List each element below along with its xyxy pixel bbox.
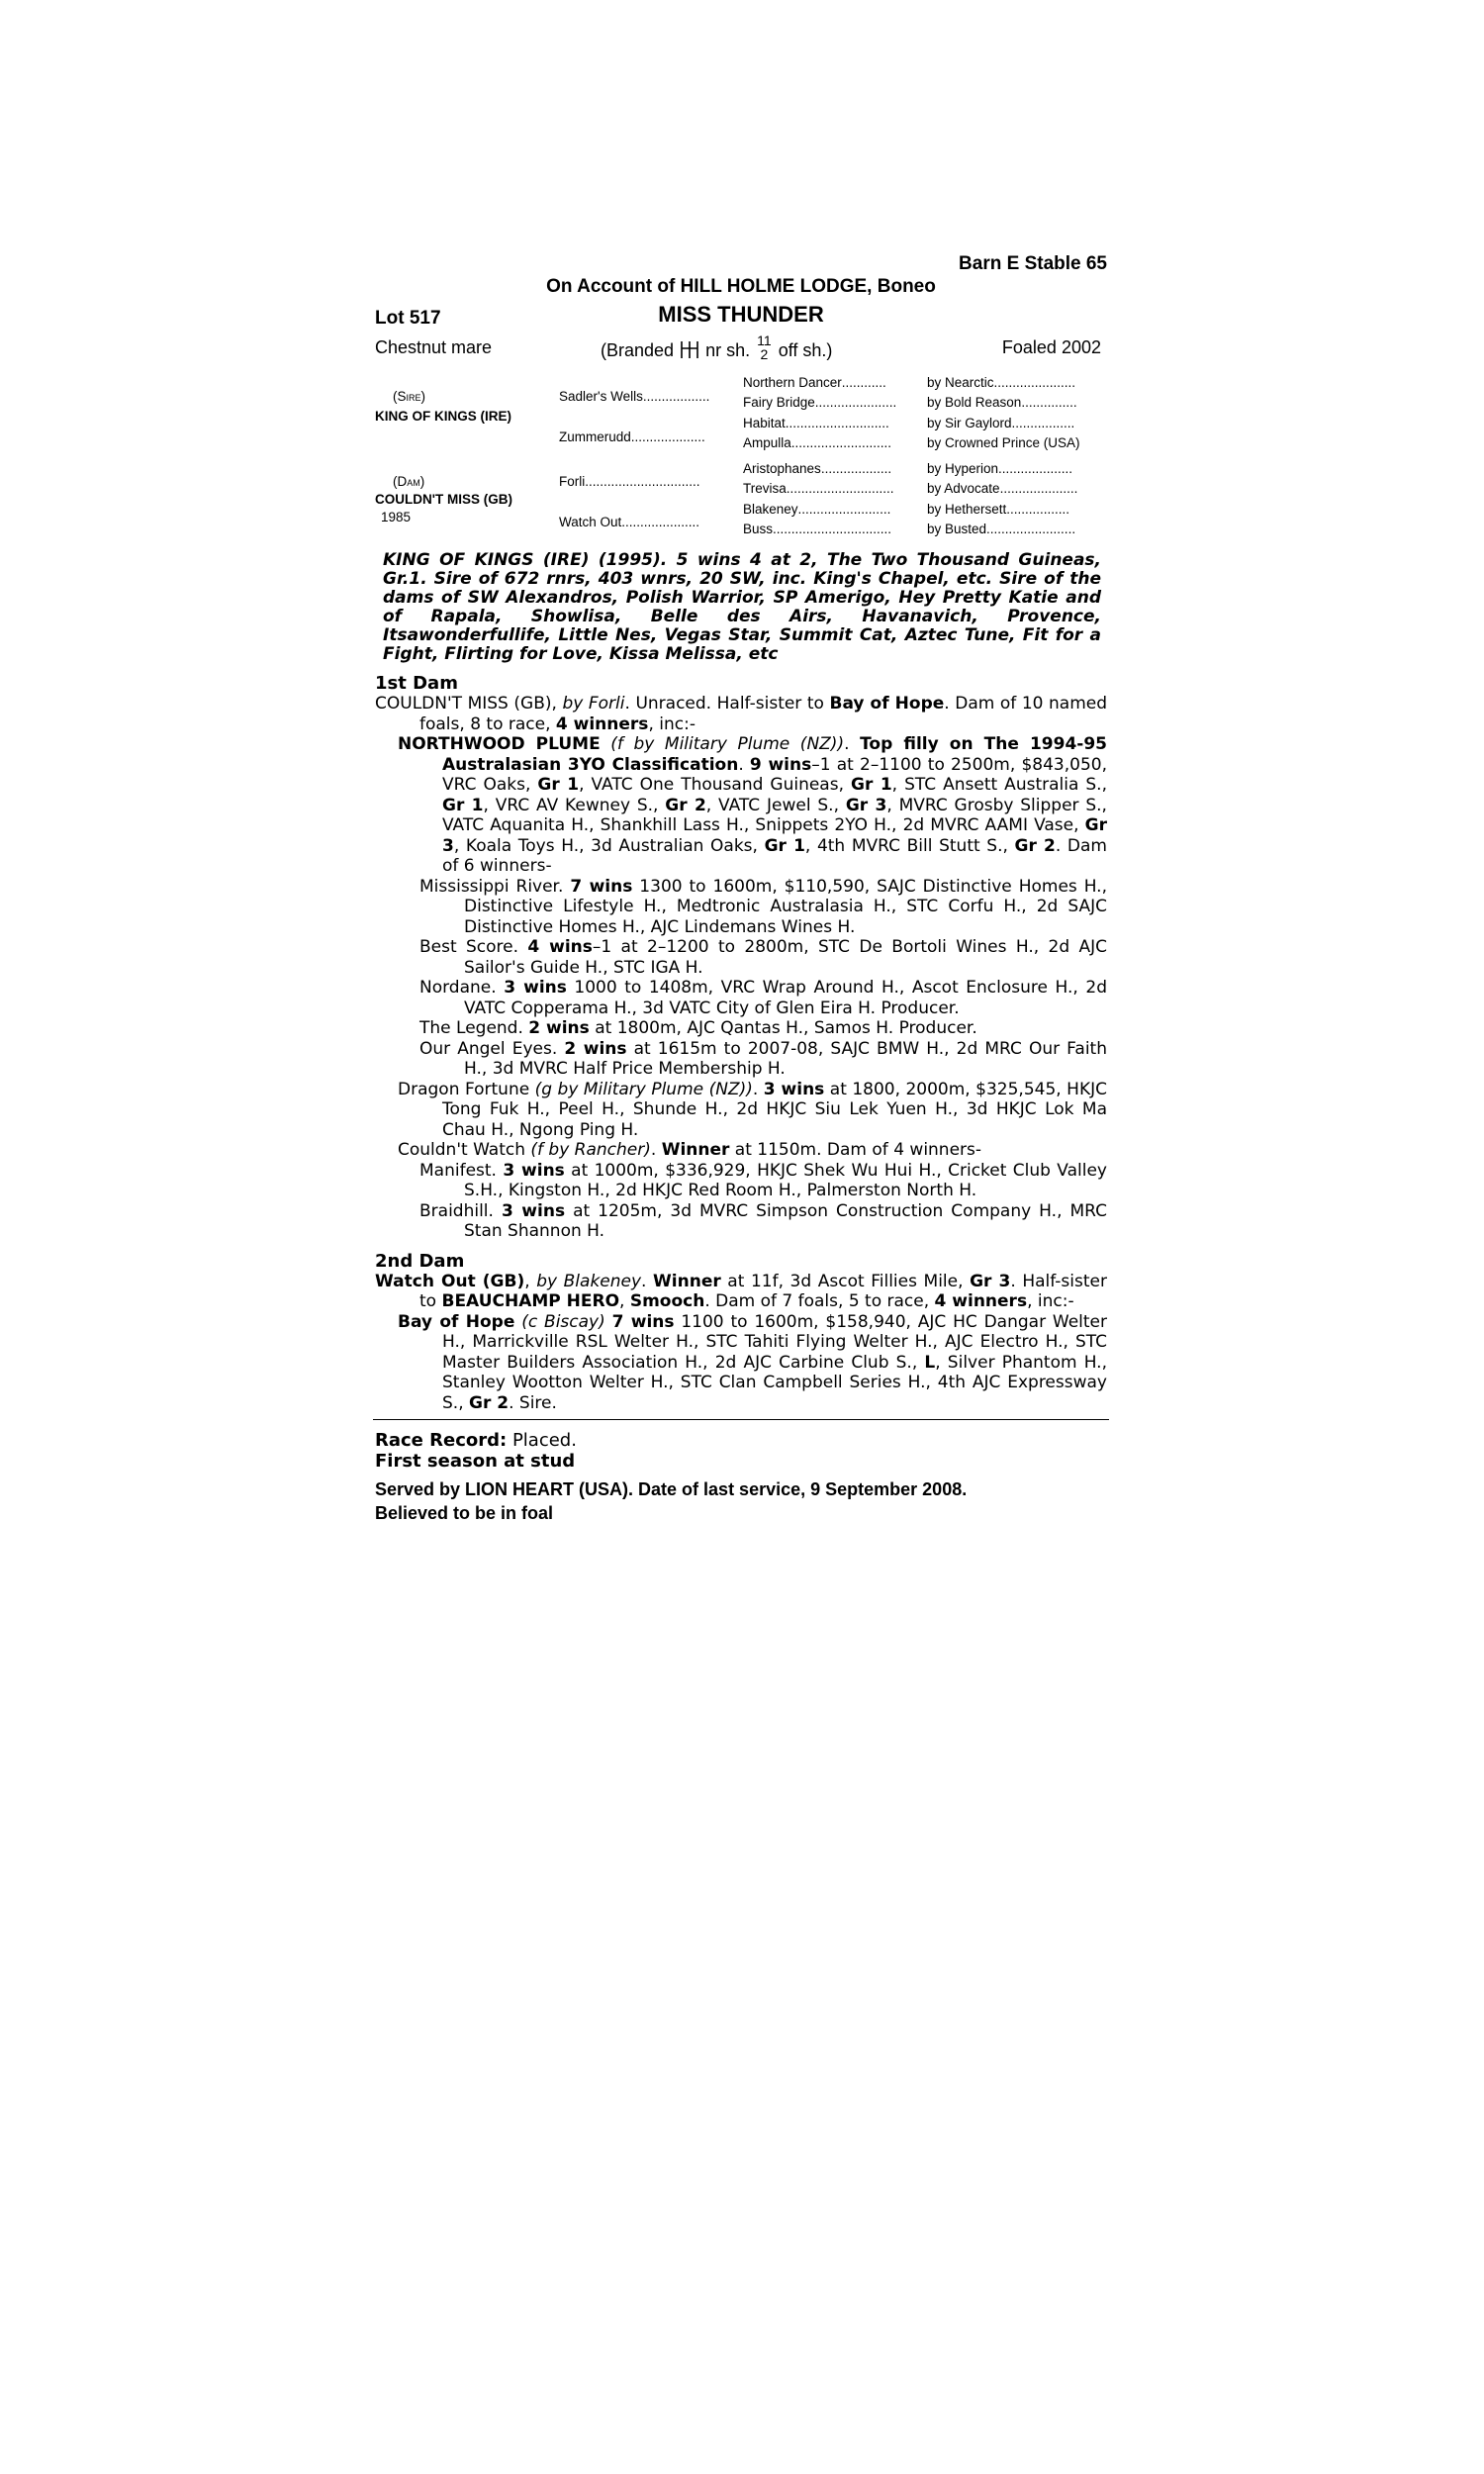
leader-dots: .............................	[786, 481, 894, 496]
pedigree-g3-6	[743, 502, 890, 517]
leader-dots: ....................	[998, 461, 1073, 476]
bold-text: NORTHWOOD PLUME	[398, 734, 601, 754]
leader-dots: ......................	[993, 375, 1076, 390]
vendor-account: On Account of HILL HOLME LODGE, Boneo	[546, 276, 936, 297]
text: at 11f, 3d Ascot Fillies Mile,	[720, 1271, 971, 1291]
pedigree-g3-name: Ampulla	[743, 435, 791, 450]
divider	[373, 1419, 1109, 1420]
pedigree-g4-4	[927, 461, 1072, 476]
text: at 1800, 2000m, $325,545, HKJC Tong Fuk H., Peel H., Shunde H., 2d HKJC Siu Lek Yuen H., 3d HKJC Lok Ma Chau H., Ngong Ping H.	[442, 1079, 1107, 1140]
text	[605, 1312, 612, 1332]
pedigree-g3-1	[743, 395, 896, 410]
text: Mississippi River.	[419, 876, 571, 897]
leader-dots: ....................	[630, 429, 705, 444]
italic-text: (f by Military Plume (NZ))	[610, 734, 845, 754]
text: , inc:-	[648, 714, 696, 734]
text: . Unraced. Half-sister to	[624, 694, 830, 714]
text: at 1615m to 2007-08, SAJC BMW H., 2d MRC Our Faith H., 3d MVRC Half Price Membership H.	[464, 1038, 1107, 1079]
bold-text: 3 wins	[501, 1200, 566, 1221]
brand-info	[601, 333, 833, 365]
pedigree-g4-name: by Bold Reason	[927, 395, 1022, 410]
pedigree-g4-2	[927, 416, 1074, 430]
branded-post: off sh.)	[778, 339, 833, 360]
pedigree-g3-name: Fairy Bridge	[743, 395, 815, 410]
text: COULDN'T MISS (GB),	[375, 694, 563, 714]
italic-text: (f by Rancher)	[530, 1140, 651, 1160]
text: , MVRC Grosby Slipper S., VATC Aquanita H., Shankhill Lass H., Snippets 2YO H., 2d MVRC AAMI Vase,	[442, 795, 1107, 835]
bold-text: BEAUCHAMP HERO	[441, 1291, 620, 1311]
produce-record	[375, 1140, 1107, 1161]
pedigree-g4-1	[927, 395, 1077, 410]
produce-record	[375, 734, 1107, 877]
text: , 4th MVRC Bill Stutt S.,	[804, 835, 1015, 856]
pedigree-g4-5	[927, 481, 1077, 496]
text: 1100 to 1600m, $158,940, AJC HC Dangar Welter H., Marrickville RSL Welter H., STC Tahiti Flying Welter H., AJC Electro H., STC Master Builders Association H., 2d AJC Carbine Club S.,	[442, 1311, 1108, 1373]
pedigree-g4-name: by Crowned Prince (USA)	[927, 435, 1080, 450]
believed-in-foal: Believed to be in foal	[375, 1503, 554, 1523]
brand-fraction	[757, 333, 772, 361]
text: 1000 to 1408m, VRC Wrap Around H., Ascot Enclosure H., 2d VATC Copperama H., 3d VATC City of Glen Eira H. Producer.	[464, 978, 1107, 1018]
leader-dots: .....................	[999, 481, 1078, 496]
text: . Dam of 7 foals, 5 to race,	[704, 1291, 935, 1311]
first-season: First season at stud	[375, 1451, 576, 1472]
text: Nordane.	[419, 978, 505, 998]
bold-text: 2 wins	[564, 1038, 627, 1059]
bold-text: Gr 3	[970, 1271, 1011, 1291]
text: Best Score.	[419, 937, 528, 957]
pedigree-g3-name: Aristophanes	[743, 461, 821, 476]
produce-record	[375, 694, 1107, 734]
pedigree-g3-name: Blakeney	[743, 502, 798, 517]
produce-record	[375, 1039, 1107, 1080]
text: at 1000m, $336,929, HKJC Shek Wu Hui H., Cricket Club Valley S.H., Kingston H., 2d HKJC Red Room H., Palmerston North H.	[464, 1160, 1107, 1200]
pedigree-g3-4	[743, 461, 891, 476]
text: –1 at 2–1100 to 2500m, $843,050, VRC Oaks,	[442, 754, 1107, 795]
text: . Dam of 10 named foals, 8 to race,	[419, 694, 1108, 734]
bold-text: Gr 1	[850, 775, 892, 795]
sire-label: (Sire)	[393, 389, 425, 404]
pedigree-g2-dam-sire	[559, 474, 700, 489]
bold-text: Gr 3	[442, 815, 1107, 856]
bold-text: 4 wins	[527, 937, 593, 957]
text: .	[641, 1271, 654, 1291]
pedigree-g3-3	[743, 435, 891, 450]
text: Our Angel Eyes.	[419, 1038, 565, 1059]
dam-year: 1985	[381, 510, 412, 524]
race-record-label: Race Record:	[375, 1430, 508, 1451]
bold-text: Bay of Hope	[829, 694, 945, 714]
description-row	[375, 332, 1107, 367]
leader-dots: .....................	[621, 515, 700, 529]
bold-text: 3 wins	[503, 1160, 565, 1181]
leader-dots: ............	[841, 375, 886, 390]
lot-number: Lot 517	[375, 308, 441, 329]
brand-mark-icon	[679, 339, 700, 359]
sex-colour: Chestnut mare	[375, 337, 493, 357]
produce-record	[375, 978, 1107, 1018]
bold-text: Gr 2	[1014, 835, 1056, 856]
pedigree-g2-name: Zummerudd	[559, 429, 631, 444]
pedigree-g2-dam-dam	[559, 515, 699, 529]
text: .	[844, 734, 861, 754]
catalogue-page	[375, 253, 1107, 1525]
leader-dots: ............................	[785, 416, 889, 430]
text: ,	[524, 1271, 537, 1291]
pedigree-g2-sire-sire	[559, 389, 709, 404]
bold-text: 3 wins	[763, 1079, 825, 1099]
lot-row	[375, 302, 1107, 332]
pedigree-g4-name: by Advocate	[927, 481, 1000, 496]
produce-record	[375, 1201, 1107, 1242]
barn-stable: Barn E Stable 65	[959, 253, 1107, 274]
pedigree-g4-0	[927, 375, 1075, 390]
pedigree-g4-name: by Nearctic	[927, 375, 994, 390]
text: , Koala Toys H., 3d Australian Oaks,	[453, 835, 765, 856]
bold-text: 7 wins	[570, 876, 633, 897]
bold-text: Winner	[661, 1140, 730, 1160]
dam-label: (Dam)	[393, 474, 425, 489]
bold-text: Gr 2	[469, 1392, 510, 1413]
bold-text: Bay of Hope	[398, 1311, 515, 1332]
bold-text: Gr 2	[665, 795, 706, 815]
text: –1 at 2–1200 to 2800m, STC De Bortoli Wines H., 2d AJC Sailor's Guide H., STC IGA H.	[464, 937, 1107, 978]
foaled-year: Foaled 2002	[1001, 337, 1101, 357]
italic-text: by Blakeney	[536, 1271, 642, 1291]
pedigree-g3-name: Buss	[743, 522, 774, 536]
bold-text: Gr 3	[845, 795, 887, 815]
text: at 1205m, 3d MVRC Simpson Construction Company H., MRC Stan Shannon H.	[464, 1200, 1107, 1241]
text: . Dam of 6 winners-	[442, 835, 1107, 876]
pedigree-g4-6	[927, 502, 1069, 517]
leader-dots: ................................	[773, 522, 892, 536]
text: at 1150m. Dam of 4 winners-	[729, 1140, 982, 1160]
bold-text: Top filly on The 1994-95 Australasian 3YO Classification	[442, 734, 1107, 775]
text: Braidhill.	[419, 1200, 502, 1221]
branded-pre: (Branded	[601, 339, 675, 360]
dam-name: COULDN'T MISS (GB)	[375, 492, 512, 507]
leader-dots: .................	[1011, 416, 1075, 430]
leader-dots: ...........................	[790, 435, 892, 450]
horse-name: MISS THUNDER	[658, 302, 824, 327]
pedigree-g3-name: Northern Dancer	[743, 375, 842, 390]
leader-dots: ...............................	[585, 474, 700, 489]
text: , Silver Phantom H., Stanley Wootton Welter H., STC Clan Campbell Series H., 4th AJC Expressway S.,	[442, 1352, 1107, 1413]
pedigree-g2-name: Watch Out	[559, 515, 622, 529]
pedigree-g2-name: Forli	[559, 474, 586, 489]
second-dam-title: 2nd Dam	[375, 1250, 465, 1272]
pedigree-g3-name: Trevisa	[743, 481, 787, 496]
brand-numerator: 11	[757, 333, 772, 348]
served-by: Served by LION HEART (USA). Date of last service, 9 September 2008.	[375, 1479, 968, 1499]
text: , VRC AV Kewney S.,	[483, 795, 666, 815]
text: .	[738, 754, 750, 775]
bold-text: 7 wins	[611, 1311, 675, 1332]
produce-record	[375, 1312, 1107, 1414]
bold-text: 2 wins	[528, 1018, 590, 1038]
text: ,	[619, 1291, 630, 1311]
bold-text: L	[924, 1352, 936, 1373]
leader-dots: ...............	[1021, 395, 1077, 410]
text: , VATC One Thousand Guineas,	[579, 775, 851, 795]
leader-dots: ......................	[814, 395, 897, 410]
text: . Sire.	[509, 1392, 557, 1413]
pedigree-g4-7	[927, 522, 1075, 536]
text: at 1800m, AJC Qantas H., Samos H. Producer.	[589, 1018, 977, 1038]
leader-dots: ...................	[820, 461, 892, 476]
race-record-value: Placed.	[507, 1430, 577, 1451]
pedigree-g4-name: by Busted	[927, 522, 987, 536]
pedigree-g3-7	[743, 522, 891, 536]
bold-text: Winner	[653, 1271, 721, 1291]
produce-record	[375, 1080, 1107, 1141]
text: .	[650, 1140, 662, 1160]
leader-dots: .........................	[797, 502, 891, 517]
first-dam-body	[375, 694, 1107, 1242]
text: The Legend.	[419, 1018, 529, 1038]
produce-record	[375, 937, 1107, 978]
text: Dragon Fortune	[398, 1079, 535, 1099]
bold-text: 4 winners	[934, 1291, 1028, 1311]
produce-record	[375, 1161, 1107, 1201]
text: , STC Ansett Australia S.,	[891, 775, 1107, 795]
bold-text: Smooch	[629, 1291, 705, 1311]
pedigree-table	[375, 373, 1107, 539]
italic-text: (c Biscay)	[521, 1311, 605, 1332]
bold-text: Gr 1	[442, 795, 484, 815]
brand-denominator: 2	[760, 346, 769, 362]
bold-text: 3 wins	[504, 978, 567, 998]
text: Manifest.	[419, 1160, 504, 1181]
bold-text: 4 winners	[555, 714, 649, 734]
text: Couldn't Watch	[398, 1140, 531, 1160]
sire-name: KING OF KINGS (IRE)	[375, 409, 511, 424]
italic-text: (g by Military Plume (NZ))	[534, 1079, 753, 1099]
bold-text: Gr 1	[537, 775, 580, 795]
text	[601, 734, 611, 754]
sire-summary: KING OF KINGS (IRE) (1995). 5 wins 4 at 2, The Two Thousand Guineas, Gr.1. Sire of 672 rnrs, 403 wnrs, 20 SW, inc. King's Chapel, etc. Sire of the dams of SW Alexandros, Polish Warrior, SP Amerigo, Hey Pretty Katie and of Rapala, Showlisa, Belle des Airs, Havanavich, Provence, Itsawonderfullife, Little Nes, Vegas Star, Summit Cat, Aztec Tune, Fit for a Fight, Flirting for Love, Kissa Melissa, etc	[383, 550, 1101, 664]
produce-record	[375, 1272, 1107, 1312]
leader-dots: ........................	[986, 522, 1076, 536]
bold-text: Gr 1	[764, 835, 805, 856]
pedigree-g4-name: by Hethersett	[927, 502, 1007, 517]
text: , inc:-	[1027, 1291, 1074, 1311]
bold-text: Watch Out (GB)	[375, 1271, 525, 1291]
pedigree-g3-name: Habitat	[743, 416, 786, 430]
pedigree-g4-name: by Sir Gaylord	[927, 416, 1012, 430]
text: 1300 to 1600m, $110,590, SAJC Distinctive Homes H., Distinctive Lifestyle H., Medtronic Australasia H., STC Corfu H., 2d SAJC Distinctive Homes H., AJC Lindemans Wines H.	[464, 876, 1107, 937]
pedigree-g3-0	[743, 375, 886, 390]
leader-dots: .................	[1006, 502, 1070, 517]
pedigree-g3-5	[743, 481, 894, 496]
text: . Half-sister to	[419, 1271, 1107, 1311]
pedigree-g4-name: by Hyperion	[927, 461, 999, 476]
pedigree-g4-3	[927, 435, 1080, 450]
produce-record	[375, 1018, 1107, 1039]
branded-mid: nr sh.	[705, 339, 751, 360]
pedigree-g2-name: Sadler's Wells	[559, 389, 643, 404]
pedigree-g3-2	[743, 416, 889, 430]
leader-dots: ..................	[642, 389, 710, 404]
text: , VATC Jewel S.,	[705, 795, 846, 815]
race-record	[375, 1430, 1107, 1451]
produce-record	[375, 877, 1107, 938]
first-dam-title: 1st Dam	[375, 673, 458, 694]
bold-text: 9 wins	[749, 754, 812, 775]
text: .	[752, 1079, 764, 1099]
second-dam-body	[375, 1272, 1107, 1414]
italic-text: by Forli	[562, 694, 625, 714]
pedigree-g2-sire-dam	[559, 429, 705, 444]
